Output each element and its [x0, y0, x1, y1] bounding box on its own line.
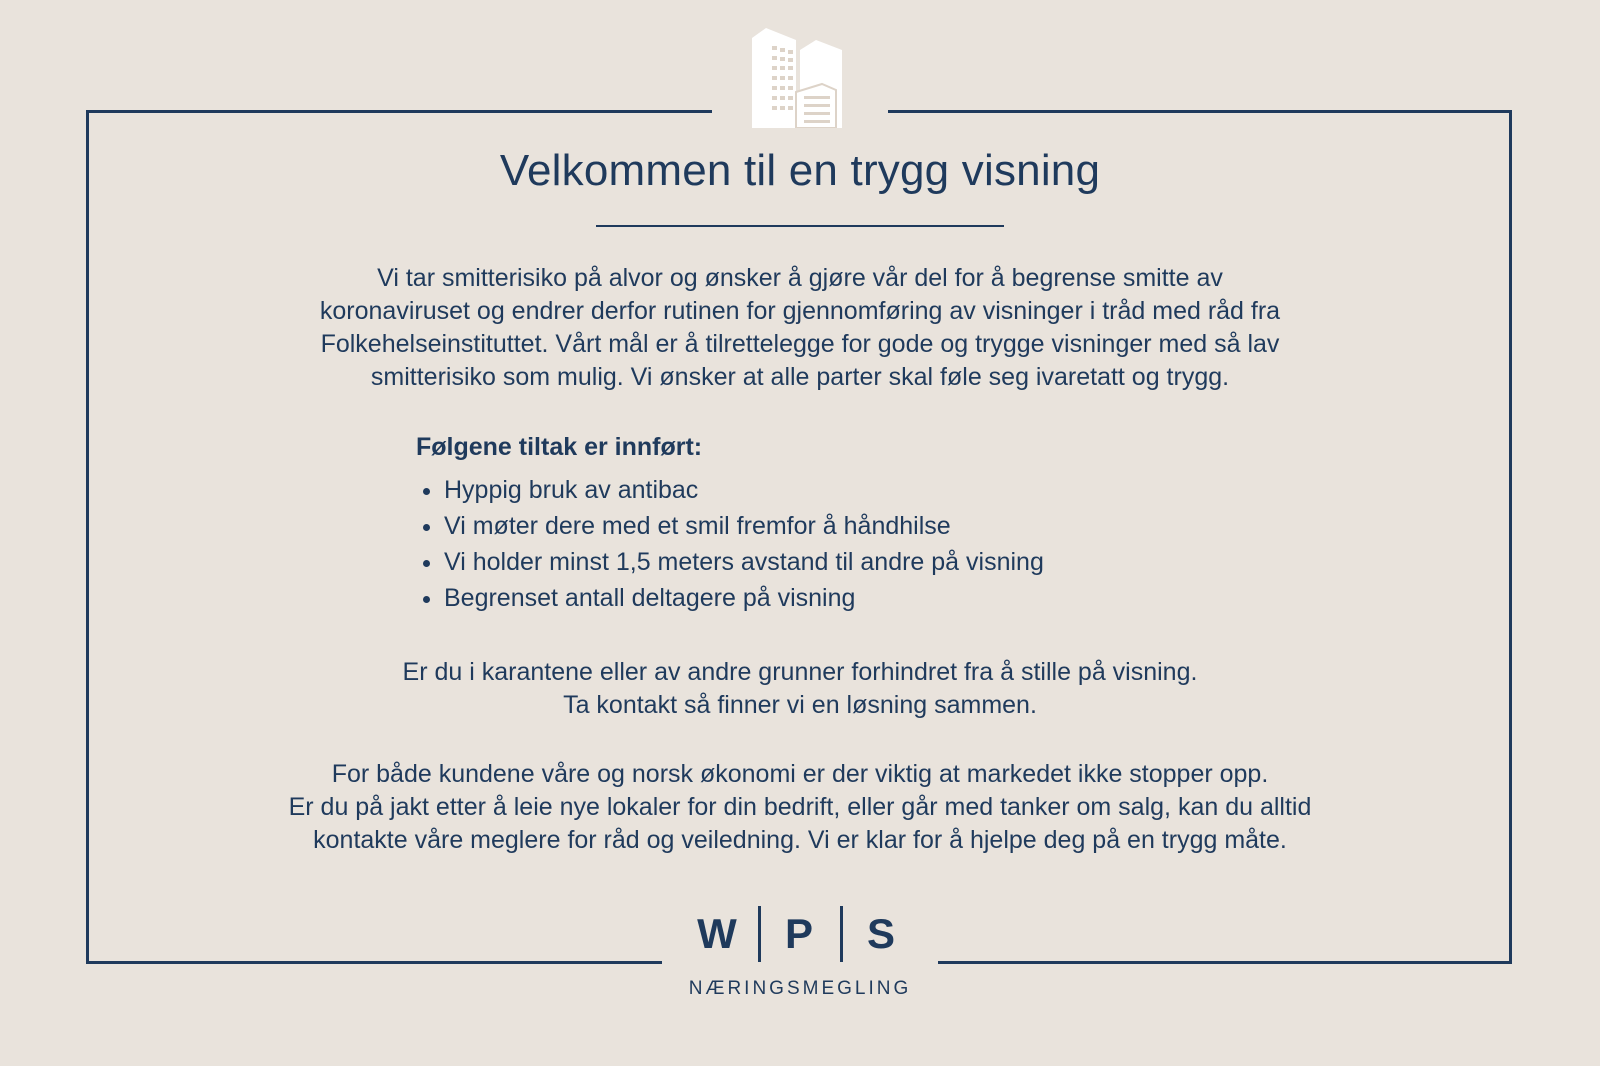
- quarantine-line: Ta kontakt så finner vi en løsning sammen.: [563, 691, 1037, 719]
- logo-letter-p: P: [784, 910, 815, 957]
- closing-paragraph: [200, 758, 1400, 857]
- quarantine-line: Er du i karantene eller av andre grunner forhindret fra å stille på visning.: [402, 658, 1198, 686]
- measures-section: [416, 430, 1216, 616]
- closing-line: For både kundene våre og norsk økonomi er der viktig at markedet ikke stopper opp.: [331, 760, 1269, 788]
- logo-divider: [758, 906, 761, 962]
- wps-logo: [688, 906, 912, 964]
- intro-line: koronaviruset og endrer derfor rutinen for gjennomføring av visninger i tråd med råd fra: [319, 297, 1281, 325]
- title-divider: [596, 225, 1004, 227]
- intro-line: smitterisiko som mulig. Vi ønsker at alle parter skal føle seg ivaretatt og trygg.: [370, 363, 1230, 391]
- logo-divider: [840, 906, 843, 962]
- measures-heading: Følgene tiltak er innført:: [416, 433, 703, 461]
- intro-line: Vi tar smitterisiko på alvor og ønsker å gjøre vår del for å begrense smitte av: [377, 264, 1223, 292]
- logo-letter-w: W: [697, 910, 739, 957]
- measure-item: • Vi holder minst 1,5 meters avstand til andre på visning: [444, 544, 1216, 580]
- office-buildings-icon: [752, 24, 848, 128]
- measures-list: [416, 472, 1216, 616]
- measure-item: • Vi møter dere med et smil fremfor å håndhilse: [444, 508, 1216, 544]
- closing-line: kontakte våre meglere for råd og veiledning. Vi er klar for å hjelpe deg på en trygg måte.: [313, 826, 1287, 854]
- logo-letter-s: S: [866, 910, 897, 957]
- logo-tagline: NÆRINGSMEGLING: [688, 978, 912, 999]
- measure-item: • Begrenset antall deltagere på visning: [444, 580, 1216, 616]
- intro-line: Folkehelseinstituttet. Vårt mål er å tilrettelegge for gode og trygge visninger med så lav: [320, 330, 1280, 358]
- measure-item: • Hyppig bruk av antibac: [444, 472, 1216, 508]
- closing-line: Er du på jakt etter å leie nye lokaler for din bedrift, eller går med tanker om salg, kan du alltid: [288, 793, 1312, 821]
- quarantine-paragraph: [200, 656, 1400, 722]
- page-title: Velkommen til en trygg visning: [499, 146, 1101, 195]
- intro-paragraph: [200, 262, 1400, 394]
